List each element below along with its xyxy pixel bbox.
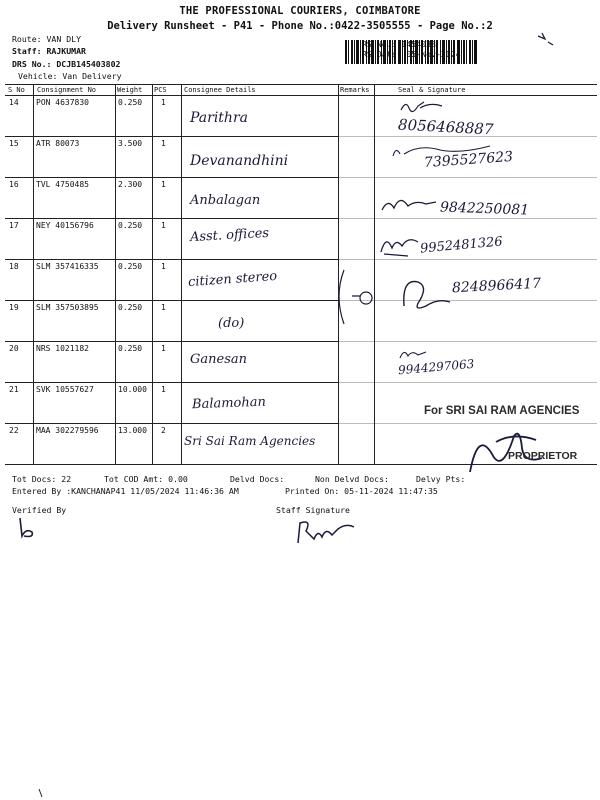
agency-stamp: For SRI SAI RAM AGENCIES xyxy=(424,405,580,417)
row-pcs: 1 xyxy=(161,180,166,189)
row-pcs: 1 xyxy=(161,139,166,148)
col-sno: S No xyxy=(8,86,25,94)
bracket-mark xyxy=(330,268,378,326)
total-docs: Tot Docs: 22 xyxy=(12,474,72,484)
row-sno: 20 xyxy=(9,344,19,353)
row-consignment: SLM 357416335 xyxy=(36,262,99,271)
handwritten-consignee: Parithra xyxy=(190,110,248,126)
col-pcs: PCS xyxy=(154,86,167,94)
row-sno: 16 xyxy=(9,180,19,189)
delivery-points: Delvy Pts: xyxy=(416,474,466,484)
handwritten-consignee: Anbalagan xyxy=(190,193,261,208)
row-sno: 15 xyxy=(9,139,19,148)
non-delivered-docs: Non Delvd Docs: xyxy=(315,474,389,484)
signature-scribble xyxy=(390,140,500,162)
handwritten-consignee: Sri Sai Ram Agencies xyxy=(184,434,316,448)
col-weight: Weight xyxy=(117,86,143,94)
col-remarks: Remarks xyxy=(340,86,370,94)
row-pcs: 1 xyxy=(161,344,166,353)
row-weight: 3.500 xyxy=(118,139,143,148)
signature-scribble xyxy=(398,346,428,362)
row-weight: 0.250 xyxy=(118,221,143,230)
row-sno: 17 xyxy=(9,221,19,230)
runsheet-title: Delivery Runsheet - P41 - Phone No.:0422-3505555 - Page No.:2 xyxy=(107,20,493,32)
signature-scribble xyxy=(398,272,456,316)
row-sno: 18 xyxy=(9,262,19,271)
stray-mark xyxy=(36,788,46,798)
row-weight: 2.300 xyxy=(118,180,143,189)
proprietor-stamp: PROPRIETOR xyxy=(508,450,578,462)
row-consignment: SVK 10557627 xyxy=(36,385,94,394)
handwritten-phone: 9944297063 xyxy=(397,356,475,378)
handwritten-phone: 8248966417 xyxy=(451,275,542,297)
verified-by-label: Verified By xyxy=(12,505,67,515)
verifier-signature xyxy=(14,516,40,540)
staff-signature-label: Staff Signature xyxy=(276,505,350,515)
row-pcs: 1 xyxy=(161,98,166,107)
row-weight: 0.250 xyxy=(118,262,143,271)
handwritten-phone: 8056468887 xyxy=(397,115,494,139)
printed-on: Printed On: 05-11-2024 11:47:35 xyxy=(285,486,438,496)
row-consignment: TVL 4750485 xyxy=(36,180,89,189)
total-cod: Tot COD Amt: 0.00 xyxy=(104,474,188,484)
row-pcs: 1 xyxy=(161,221,166,230)
handwritten-consignee: Asst. offices xyxy=(189,225,270,246)
row-sno: 22 xyxy=(9,426,19,435)
row-consignment: NEY 40156796 xyxy=(36,221,94,230)
route-label: Route: VAN DLY xyxy=(12,34,82,44)
row-consignment: SLM 357503895 xyxy=(36,303,99,312)
drs-number: DRS No.: DCJB145403802 xyxy=(12,59,121,69)
row-sno: 14 xyxy=(9,98,19,107)
delivered-docs: Delvd Docs: xyxy=(230,474,285,484)
signature-scribble xyxy=(378,228,422,258)
handwritten-consignee: Balamohan xyxy=(191,394,267,413)
row-consignment: PON 4637830 xyxy=(36,98,89,107)
row-weight: 0.250 xyxy=(118,303,143,312)
row-pcs: 2 xyxy=(161,426,166,435)
row-sno: 21 xyxy=(9,385,19,394)
handwritten-phone: 9952481326 xyxy=(419,234,504,257)
col-seal: Seal & Signature xyxy=(398,86,466,94)
entered-by: Entered By :KANCHANAP41 11/05/2024 11:46:36 AM xyxy=(12,486,239,496)
staff-label: Staff: RAJKUMAR xyxy=(12,46,86,56)
handwritten-consignee: (do) xyxy=(218,316,245,331)
signature-scribble xyxy=(398,98,446,116)
row-weight: 13.000 xyxy=(118,426,147,435)
signature-scribble xyxy=(378,190,440,218)
pen-mark xyxy=(536,30,556,46)
company-name: THE PROFESSIONAL COURIERS, COIMBATORE xyxy=(179,5,421,17)
row-weight: 0.250 xyxy=(118,98,143,107)
handwritten-phone: 7395527623 xyxy=(423,148,514,172)
row-weight: 0.250 xyxy=(118,344,143,353)
rs-number: RS No.: 1454038 xyxy=(362,39,436,49)
col-consignee: Consignee Details xyxy=(184,86,256,94)
row-pcs: 1 xyxy=(161,262,166,271)
row-consignment: MAA 302279596 xyxy=(36,426,99,435)
row-pcs: 1 xyxy=(161,303,166,312)
col-consignment: Consignment No xyxy=(37,86,97,94)
handwritten-phone: 9842250081 xyxy=(439,199,530,219)
row-consignment: ATR 80073 xyxy=(36,139,80,148)
row-consignment: NRS 1021182 xyxy=(36,344,89,353)
row-pcs: 1 xyxy=(161,385,166,394)
rs-date: RS Date: 05-Nov-2024 xyxy=(362,49,461,59)
handwritten-consignee: citizen stereo xyxy=(187,268,278,291)
vehicle-label: Vehicle: Van Delivery xyxy=(18,71,122,81)
handwritten-consignee: Devanandhini xyxy=(190,153,289,169)
staff-signature xyxy=(292,515,360,547)
row-weight: 10.000 xyxy=(118,385,147,394)
row-sno: 19 xyxy=(9,303,19,312)
handwritten-consignee: Ganesan xyxy=(190,352,247,367)
